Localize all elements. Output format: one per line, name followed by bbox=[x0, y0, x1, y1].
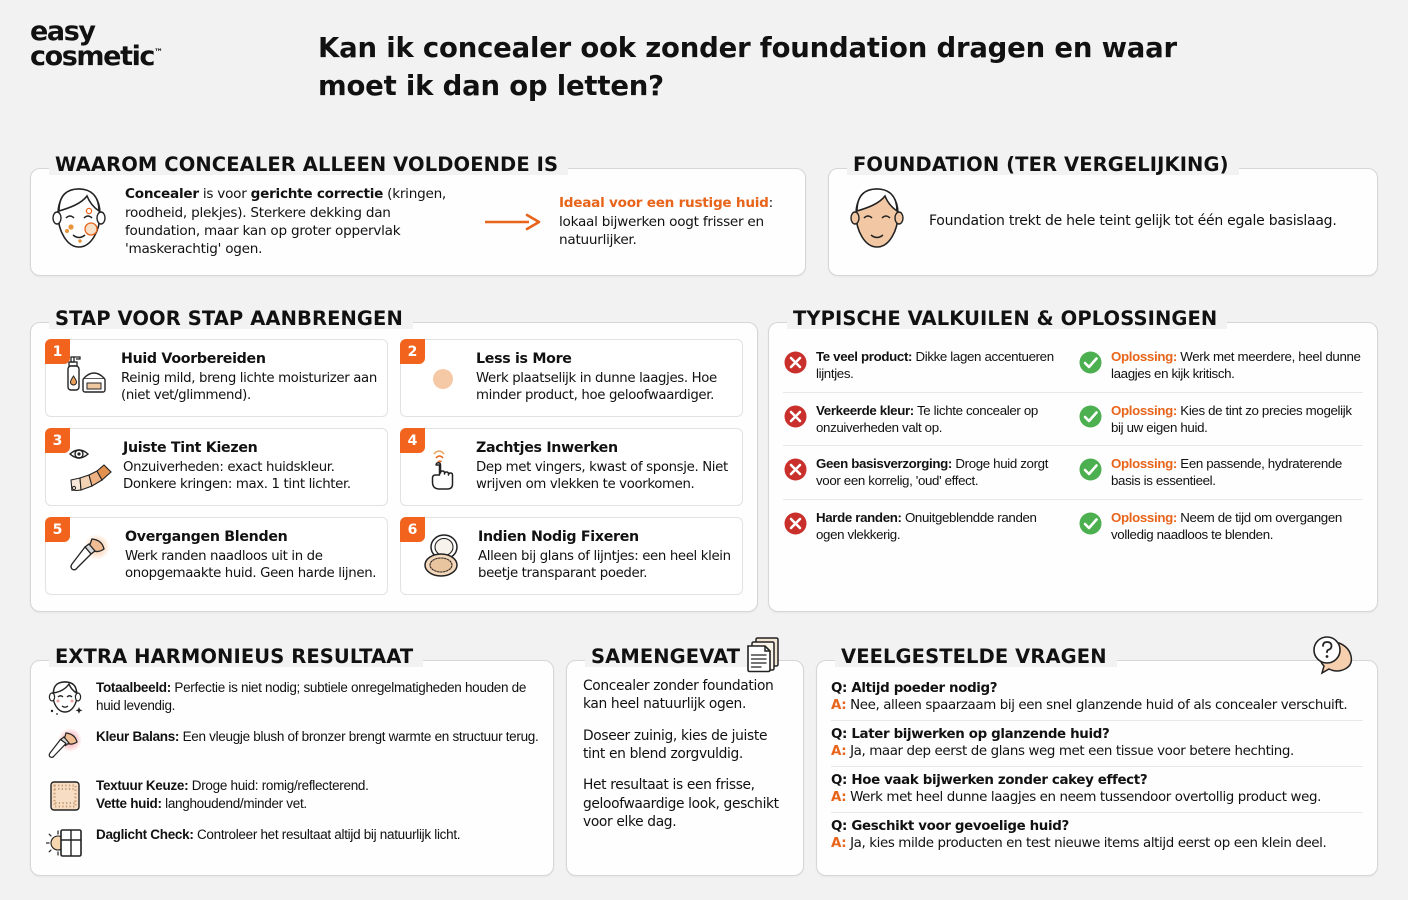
waarom-benefit bbox=[559, 194, 789, 249]
waarom-text-1: is voor bbox=[198, 186, 251, 203]
panel-valkuilen-oplossingen bbox=[768, 307, 1378, 612]
waarom-bold-2: gerichte correctie bbox=[250, 186, 384, 203]
pitfall-text-1: Dikke lagen accentueren lijntjes. bbox=[816, 349, 1054, 382]
pitfall-problem-2 bbox=[783, 402, 1068, 437]
face-even-tone-icon bbox=[845, 185, 909, 260]
faq-item-1[interactable] bbox=[831, 675, 1363, 721]
pitfall-label-1: Te veel product: bbox=[816, 349, 913, 364]
faq-q-text-1: Altijd poeder nodig? bbox=[847, 681, 998, 696]
faq-q-text-3: Hoe vaak bijwerken zonder cakey effect? bbox=[847, 772, 1148, 788]
page-header bbox=[0, 0, 1408, 118]
pitfall-text-4: Onuitgeblendde randen ogen vlekkerig. bbox=[816, 509, 1037, 542]
step-number-6: 6 bbox=[400, 517, 425, 542]
check-circle-icon bbox=[1078, 348, 1103, 380]
pitfall-solution-2 bbox=[1078, 402, 1363, 437]
extra-text-totaalbeeld: Perfectie is niet nodig; subtiele onregelmatigheden houden de huid levendig. bbox=[96, 680, 527, 713]
samengevat-paragraph-2: Doseer zuinig, kies de juiste tint en blend zorgvuldig. bbox=[583, 727, 768, 763]
faq-question-2 bbox=[831, 726, 1363, 743]
x-circle-icon bbox=[783, 509, 808, 541]
faq-answer-3 bbox=[831, 789, 1363, 806]
step-title-3: Juiste Tint Kiezen bbox=[123, 440, 258, 457]
extra-text-vette-huid: langhoudend/minder vet. bbox=[161, 795, 307, 811]
step-title-4: Zachtjes Inwerken bbox=[476, 440, 618, 457]
faq-q-text-2: Later bijwerken op glanzende huid? bbox=[847, 726, 1110, 742]
faq-q-prefix-1: Q: bbox=[831, 681, 848, 696]
glowing-face-icon bbox=[45, 677, 85, 717]
step-desc-5: Werk randen naadloos uit in de onopgemaakte huid. Geen harde lijnen. bbox=[125, 549, 377, 582]
panel-title-valkuilen: TYPISCHE VALKUILEN & OPLOSSINGEN bbox=[787, 309, 1227, 329]
step-number-4: 4 bbox=[400, 428, 425, 453]
panel-samengevat bbox=[566, 645, 804, 876]
faq-question-4 bbox=[831, 818, 1363, 835]
faq-answer-4 bbox=[831, 835, 1363, 852]
pitfall-row-3 bbox=[783, 446, 1363, 500]
step-card-3[interactable] bbox=[45, 428, 388, 506]
extra-label-totaalbeeld: Totaalbeeld: bbox=[96, 680, 171, 695]
faq-item-4[interactable] bbox=[831, 813, 1363, 858]
step-number-5: 5 bbox=[45, 517, 70, 542]
extra-row-textuur-keuze bbox=[45, 775, 539, 815]
question-speech-bubble-icon bbox=[1301, 633, 1359, 686]
extra-label-kleur-balans: Kleur Balans: bbox=[96, 729, 180, 744]
faq-a-prefix-1: A: bbox=[831, 698, 847, 714]
faq-answer-2 bbox=[831, 743, 1363, 760]
panel-title-waarom: WAAROM CONCEALER ALLEEN VOLDOENDE IS bbox=[49, 155, 568, 175]
extra-row-daglicht-check bbox=[45, 824, 539, 860]
step-title-5: Overgangen Blenden bbox=[125, 529, 288, 546]
pitfall-solution-4 bbox=[1078, 509, 1363, 544]
step-number-2: 2 bbox=[400, 339, 425, 364]
faq-a-text-3: Werk met heel dunne laagjes en neem tussendoor overtollig product weg. bbox=[846, 790, 1321, 806]
pitfall-label-4: Harde randen: bbox=[816, 509, 902, 525]
x-circle-icon bbox=[783, 348, 808, 380]
pitfall-solution-1 bbox=[1078, 348, 1363, 383]
step-title-6: Indien Nodig Fixeren bbox=[478, 529, 639, 546]
panel-title-stappen: STAP VOOR STAP AANBRENGEN bbox=[49, 309, 413, 329]
solution-text-4: Neem de tijd om overgangen volledig naadloos te blenden. bbox=[1111, 509, 1342, 542]
pitfall-solution-3 bbox=[1078, 455, 1363, 490]
step-number-1: 1 bbox=[45, 339, 70, 364]
step-desc-4: Dep met vingers, kwast of sponsje. Niet wrijven om vlekken te voorkomen. bbox=[476, 460, 728, 493]
x-circle-icon bbox=[783, 402, 808, 434]
solution-label-2: Oplossing: bbox=[1111, 402, 1177, 418]
check-circle-icon bbox=[1078, 509, 1103, 541]
faq-item-2[interactable] bbox=[831, 721, 1363, 767]
step-title-1: Huid Voorbereiden bbox=[121, 351, 266, 368]
faq-a-prefix-3: A: bbox=[831, 790, 847, 806]
blush-brush-icon bbox=[45, 726, 85, 766]
extra-row-kleur-balans bbox=[45, 726, 539, 766]
check-circle-icon bbox=[1078, 455, 1103, 487]
documents-icon bbox=[743, 635, 789, 686]
panel-veelgestelde-vragen bbox=[816, 645, 1378, 876]
faq-item-3[interactable] bbox=[831, 767, 1363, 813]
pitfall-problem-1 bbox=[783, 348, 1068, 383]
panel-title-foundation: FOUNDATION (TER VERGELIJKING) bbox=[847, 155, 1239, 175]
foundation-description: Foundation trekt de hele teint gelijk tot één egale basislaag. bbox=[929, 213, 1337, 230]
solution-label-3: Oplossing: bbox=[1111, 456, 1177, 472]
solution-label-4: Oplossing: bbox=[1111, 509, 1177, 525]
pitfall-label-2: Verkeerde kleur: bbox=[816, 402, 914, 418]
step-number-3: 3 bbox=[45, 428, 70, 453]
extra-text-daglicht-check: Controleer het resultaat altijd bij natuurlijk licht. bbox=[193, 827, 461, 842]
face-with-blemishes-icon bbox=[47, 185, 111, 260]
step-desc-2: Werk plaatselijk in dunne laagjes. Hoe minder product, hoe geloofwaardiger. bbox=[476, 371, 717, 404]
faq-question-1 bbox=[831, 680, 1363, 697]
solution-label-1: Oplossing: bbox=[1111, 349, 1177, 364]
step-title-2: Less is More bbox=[476, 351, 572, 368]
solution-text-2: Kies de tint zo precies mogelijk bij uw eigen huid. bbox=[1111, 402, 1352, 435]
extra-text-kleur-balans: Een vleugje blush of bronzer brengt warmte en structuur terug. bbox=[179, 729, 539, 744]
faq-a-prefix-4: A: bbox=[831, 835, 847, 851]
faq-answer-1 bbox=[831, 697, 1363, 714]
extra-label-daglicht-check: Daglicht Check: bbox=[96, 827, 194, 842]
step-card-1[interactable] bbox=[45, 339, 388, 417]
x-circle-icon bbox=[783, 455, 808, 487]
faq-q-text-4: Geschikt voor gevoelige huid? bbox=[847, 818, 1069, 834]
faq-a-text-2: Ja, maar dep eerst de glans weg met een tissue voor betere hechting. bbox=[846, 744, 1294, 760]
pitfall-row-4 bbox=[783, 500, 1363, 553]
faq-a-text-1: Nee, alleen spaarzaam bij een snel glanzende huid of als concealer verschuift. bbox=[846, 698, 1348, 714]
arrow-right-icon bbox=[481, 211, 545, 233]
solution-text-1: Werk met meerdere, heel dunne laagjes en kijk kritisch. bbox=[1111, 349, 1361, 382]
faq-q-prefix-3: Q: bbox=[831, 772, 848, 788]
check-circle-icon bbox=[1078, 402, 1103, 434]
panel-extra-harmonieus-resultaat bbox=[30, 645, 554, 876]
panel-title-extra: EXTRA HARMONIEUS RESULTAAT bbox=[49, 647, 423, 667]
step-card-2[interactable] bbox=[400, 339, 743, 417]
faq-a-prefix-2: A: bbox=[831, 744, 847, 760]
step-card-6[interactable] bbox=[400, 517, 743, 595]
step-desc-1: Reinig mild, breng lichte moisturizer aan (niet vet/glimmend). bbox=[121, 371, 377, 404]
panel-title-samengevat: SAMENGEVAT bbox=[585, 647, 750, 667]
logo-line-2: cosmetic bbox=[30, 40, 155, 72]
extra-text-textuur-keuze: Droge huid: romig/reflecterend. bbox=[188, 778, 369, 793]
sun-window-icon bbox=[45, 824, 85, 860]
faq-a-text-4: Ja, kies milde producten en test nieuwe items altijd eerst op een klein deel. bbox=[846, 835, 1327, 851]
samengevat-paragraph-1: Concealer zonder foundation kan heel natuurlijk ogen. bbox=[583, 678, 774, 713]
extra-row-totaalbeeld bbox=[45, 677, 539, 717]
panel-foundation-comparison bbox=[828, 153, 1378, 276]
faq-q-prefix-2: Q: bbox=[831, 726, 848, 742]
panel-stap-voor-stap bbox=[30, 307, 758, 612]
panel-waarom-concealer-alleen bbox=[30, 153, 806, 276]
waarom-benefit-bold: Ideaal voor een rustige huid bbox=[559, 195, 769, 212]
extra-label-vette-huid: Vette huid: bbox=[96, 795, 162, 811]
step-card-4[interactable] bbox=[400, 428, 743, 506]
brand-logo bbox=[30, 14, 250, 70]
pitfall-label-3: Geen basisverzorging: bbox=[816, 456, 953, 472]
pitfall-text-2: Te lichte concealer op onzuiverheden valt op. bbox=[816, 402, 1038, 435]
panel-title-faq: VEELGESTELDE VRAGEN bbox=[835, 647, 1117, 667]
step-desc-6: Alleen bij glans of lijntjes: een heel klein beetje transparant poeder. bbox=[478, 549, 731, 582]
waarom-description bbox=[125, 185, 467, 259]
pitfall-row-2 bbox=[783, 393, 1363, 447]
extra-label-textuur-keuze: Textuur Keuze: bbox=[96, 778, 189, 793]
powder-texture-icon bbox=[45, 775, 85, 815]
samengevat-paragraph-3: Het resultaat is een frisse, geloofwaardige look, geschikt voor elke dag. bbox=[583, 777, 779, 831]
step-desc-3: Onzuiverheden: exact huidskleur. Donkere kringen: max. 1 tint lichter. bbox=[123, 460, 351, 493]
waarom-text-2: (kringen, roodheid, plekjes). Sterkere dekking dan foundation, maar kan op groter oppervlak 'maskerachtig' ogen. bbox=[125, 186, 447, 258]
logo-line-1: easy bbox=[30, 16, 95, 47]
pitfall-problem-4 bbox=[783, 509, 1068, 544]
step-card-5[interactable] bbox=[45, 517, 388, 595]
waarom-benefit-text: : lokaal bijwerken oogt frisser en natuurlijker. bbox=[559, 195, 773, 249]
pitfall-row-1 bbox=[783, 339, 1363, 393]
faq-q-prefix-4: Q: bbox=[831, 818, 848, 834]
faq-question-3 bbox=[831, 772, 1363, 789]
page-title: Kan ik concealer ook zonder foundation dragen en waar moet ik dan op letten? bbox=[318, 32, 1177, 102]
steps-grid bbox=[45, 339, 743, 595]
pitfall-problem-3 bbox=[783, 455, 1068, 490]
pitfall-text-3: Droge huid zorgt voor een korrelig, 'oud' effect. bbox=[816, 456, 1049, 489]
solution-text-3: Een passende, hydraterende basis is essentieel. bbox=[1111, 456, 1342, 489]
logo-trademark: ™ bbox=[154, 47, 164, 58]
waarom-bold-1: Concealer bbox=[125, 186, 199, 203]
